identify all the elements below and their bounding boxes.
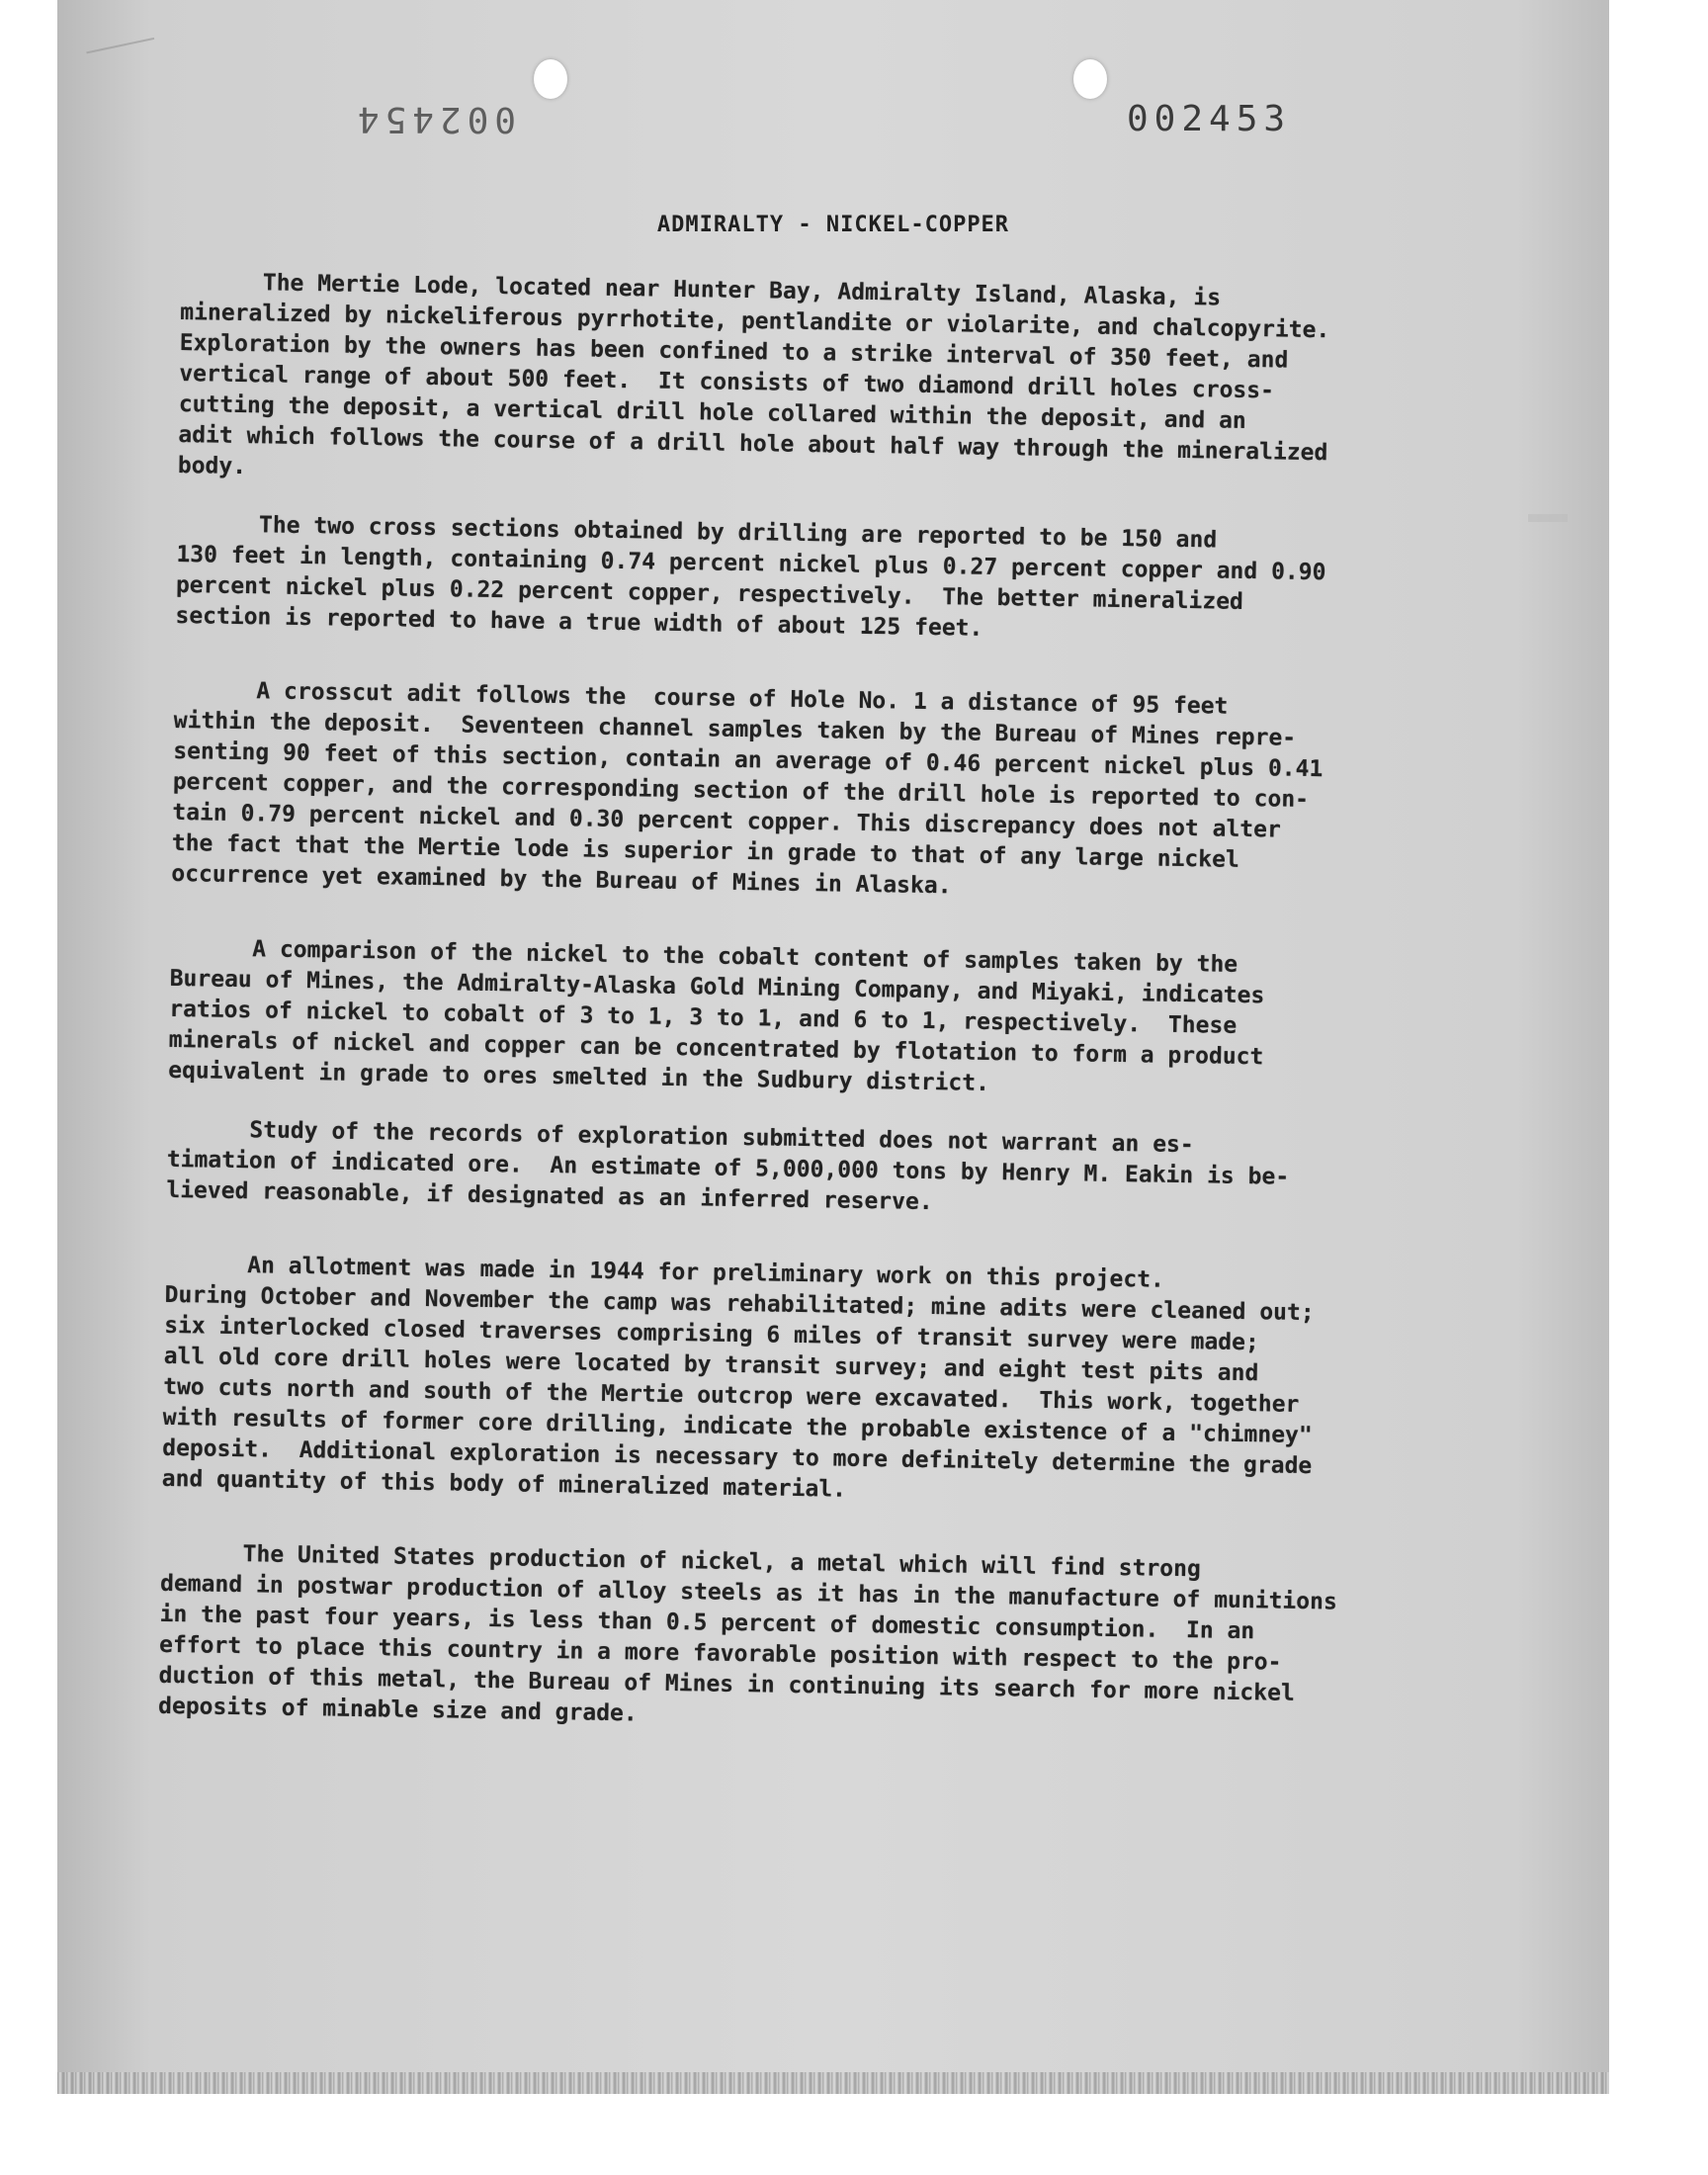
paragraph-mertie-lode: The Mertie Lode, located near Hunter Bay, Admiralty Island, Alaska, is mineralized by nickeliferous pyrrhotite, pentlandite or violarite, and chalcopyrite. Exploration by the owners has been confined to a strike interval of 350 feet, and vertical range of about 500 feet. It consists of two diamond drill holes cross- cutting the deposit, a vertical drill hole collared within the deposit, and an adit which follows the course of a drill hole about half way through the mineralized body.	[177, 268, 1330, 480]
paragraph-allotment-1944: An allotment was made in 1944 for preliminary work on this project. During October and November the camp was rehabilitated; mine adits were cleaned out; six interlocked closed traverses comprising 6 miles of transit survey were made; all old core drill holes were located by transit survey; and eight test pits and two cuts north and south of the Mertie outcrop were excavated. This work, together with results of former core drilling, indicate the probable existence of a "chimney" deposit. Additional exploration is necessary to more definitely determine the grade and quantity of this body of mineralized material.	[161, 1251, 1315, 1503]
paragraph-nickel-cobalt-ratio: A comparison of the nickel to the cobalt content of samples taken by the Bureau of Mines, the Admiralty-Alaska Gold Mining Company, and Miyaki, indicates ratios of nickel to cobalt of 3 to 1, 3 to 1, and 6 to 1, respectively. These minerals of nickel and copper can be concentrated by flotation to form a product equivalent in grade to ores smelted in the Sudbury district.	[168, 934, 1265, 1096]
page-number-stamp: 002453	[1127, 99, 1292, 139]
paragraph-crosscut-adit: A crosscut adit follows the course of Hole No. 1 a distance of 95 feet within the deposit. Seventeen channel samples taken by the Bureau of Mines repre- senting 90 feet of this section, contain an average of 0.46 percent nickel plus 0.41 percent copper, and the corresponding section of the drill hole is reported to con- tain 0.79 percent nickel and 0.30 percent copper. This discrepancy does not alter the fact that the Mertie lode is superior in grade to that of any large nickel occurrence yet examined by the Bureau of Mines in Alaska.	[171, 676, 1324, 900]
document-title: ADMIRALTY - NICKEL-COPPER	[656, 213, 1010, 237]
paragraph-cross-sections: The two cross sections obtained by drilling are reported to be 150 and 130 feet in length, containing 0.74 percent nickel plus 0.27 percent copper and 0.90 percent nickel plus 0.22 percent copper, respectively. The better mineralized section is reported to have a true width of about 125 feet.	[175, 510, 1326, 642]
page-number-stamp-mirrored: 002454	[352, 99, 517, 139]
document-body	[157, 267, 1609, 1773]
scan-bottom-edge	[57, 2072, 1609, 2094]
paragraph-exploration-records: Study of the records of exploration submitted does not warrant an es- timation of indicated ore. An estimate of 5,000,000 tons by Henry M. Eakin is be- lieved reasonable, if designated as an inferred reserve.	[166, 1115, 1290, 1216]
punch-hole-left	[534, 59, 567, 99]
margin-smudge	[1528, 514, 1568, 522]
corner-scratch-mark	[86, 38, 156, 65]
document-page	[57, 0, 1609, 2094]
paragraph-us-production: The United States production of nickel, a metal which will find strong demand in postwar production of alloy steels as it has in the manufacture of munitions in the past four years, is less than 0.5 percent of domestic consumption. In an effort to place this country in a more favorable position with respect to the pro- duction of this metal, the Bureau of Mines in continuing its search for more nickel deposits of minable size and grade.	[157, 1539, 1337, 1727]
punch-hole-right	[1073, 59, 1107, 99]
